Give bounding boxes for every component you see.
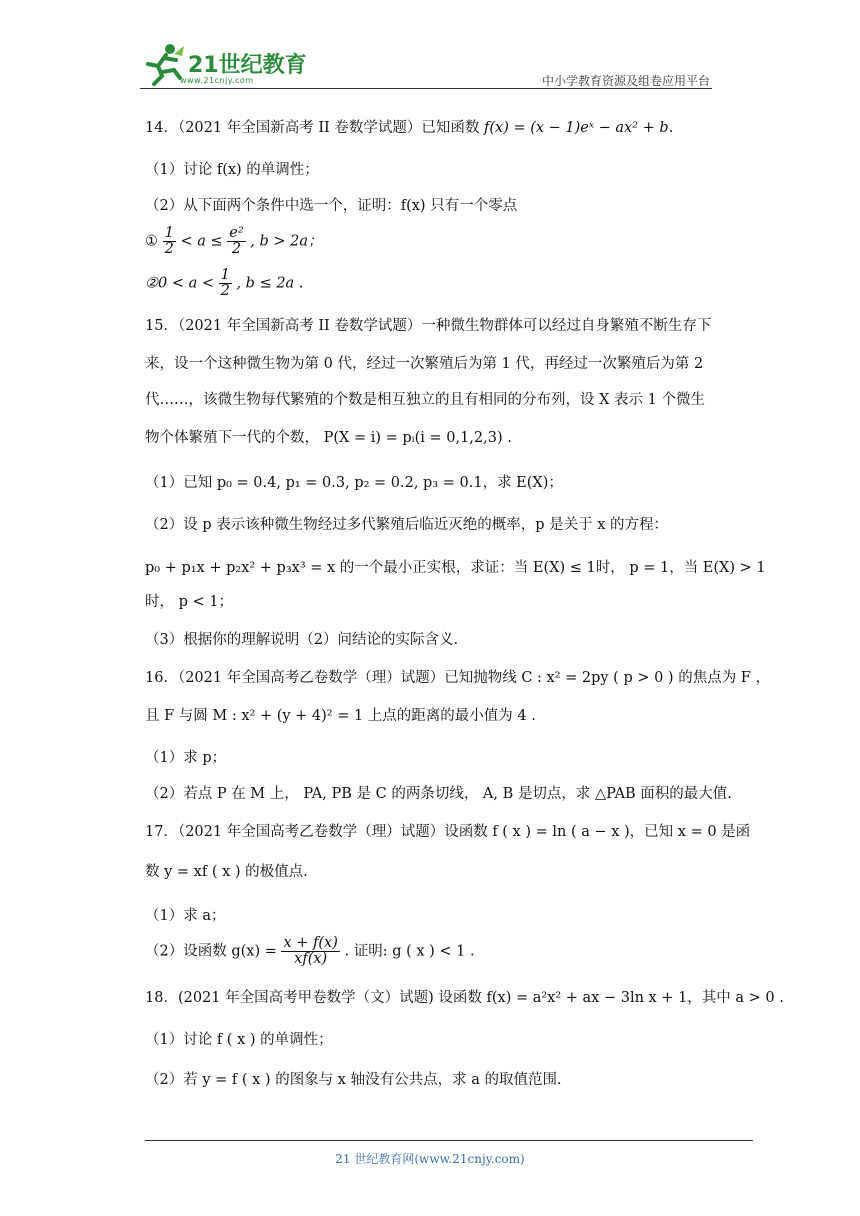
q15-line-4: 物个体繁殖下一代的个数， P(X = i) = pᵢ(i = 0,1,2,3) . bbox=[145, 430, 512, 446]
fraction: $\frac{1}{2}$ bbox=[164, 225, 174, 257]
footer-divider bbox=[145, 1140, 753, 1141]
q15-part1: （1）已知 p₀ = 0.4, p₁ = 0.3, p₂ = 0.2, p₃ = 0.1，求 E(X)； bbox=[145, 475, 563, 491]
q16-part1: （1）求 p； bbox=[145, 750, 227, 766]
q16-line-2: 且 F 与圆 M : x² + (y + 4)² = 1 上点的距离的最小值为 4 . bbox=[145, 708, 536, 724]
q14-condition-1: ① $\frac{1}{2}$ < a ≤ $\frac{\text{e²}}{2}$ , b > 2a； bbox=[145, 225, 323, 257]
q14-part1: （1）讨论 f(x) 的单调性； bbox=[145, 162, 319, 178]
q16-part2: （2）若点 P 在 M 上， PA, PB 是 C 的两条切线， A, B 是切点，求 △PAB 面积的最大值. bbox=[145, 786, 732, 802]
q15-part2-conclusion: 时， p < 1； bbox=[145, 594, 233, 610]
q14-part2: （2）从下面两个条件中选一个，证明：f(x) 只有一个零点 bbox=[145, 198, 518, 214]
footer-link[interactable]: 21 世纪教育网(www.21cnjy.com) bbox=[335, 1152, 525, 1166]
logo-text: 21世纪教育 bbox=[188, 53, 307, 78]
platform-label: 中小学教育资源及组卷应用平台 bbox=[541, 74, 710, 88]
page-header bbox=[140, 40, 712, 90]
logo-url: www.21cnjy.com bbox=[180, 76, 254, 85]
q17-line-2: 数 y = xf ( x ) 的极值点. bbox=[145, 864, 308, 880]
q18-part2: （2）若 y = f ( x ) 的图象与 x 轴没有公共点，求 a 的取值范围. bbox=[145, 1072, 562, 1088]
q14-condition-2: ②0 < a < $\frac{1}{2}$ , b ≤ 2a . bbox=[145, 267, 304, 299]
q16-line-1: 16．（2021 年全国高考乙卷数学（理）试题）已知抛物线 C : x² = 2py ( p > 0 ) 的焦点为 F ， bbox=[145, 670, 770, 686]
q17-line-1: 17．（2021 年全国高考乙卷数学（理）试题）设函数 f ( x ) = ln ( a − x )，已知 x = 0 是函 bbox=[145, 824, 751, 840]
fraction: $\frac{\text{e²}}{2}$ bbox=[229, 225, 244, 257]
q15-part2: （2）设 p 表示该种微生物经过多代繁殖后临近灭绝的概率，p 是关于 x 的方程： bbox=[145, 517, 669, 533]
q18-line-1: 18．(2021 年全国高考甲卷数学（文）试题) 设函数 f(x) = a²x² + ax − 3ln x + 1，其中 a > 0 . bbox=[145, 990, 784, 1006]
q17-part2: （2）设函数 g(x) = $\frac{x + f(x)}{xf(x)}$ . 证明: g ( x ) < 1 . bbox=[145, 935, 475, 967]
q17-part1: （1）求 a； bbox=[145, 908, 226, 924]
q15-line-1: 15．（2021 年全国新高考 II 卷数学试题）一种微生物群体可以经过自身繁殖不断生存下 bbox=[145, 318, 712, 334]
q18-part1: （1）讨论 f ( x ) 的单调性； bbox=[145, 1032, 333, 1048]
q14-stem: 14．（2021 年全国新高考 II 卷数学试题）已知函数 f(x) = (x − 1)eˣ − ax² + b. bbox=[145, 120, 674, 136]
q15-part3: （3）根据你的理解说明（2）问结论的实际含义. bbox=[145, 632, 459, 648]
q15-line-2: 来，设一个这种微生物为第 0 代，经过一次繁殖后为第 1 代，再经过一次繁殖后为第 2 bbox=[145, 356, 704, 372]
header-divider bbox=[140, 88, 712, 89]
q15-part2-equation: p₀ + p₁x + p₂x² + p₃x³ = x 的一个最小正实根，求证：当 E(X) ≤ 1时， p = 1，当 E(X) > 1 bbox=[145, 560, 766, 576]
site-logo[interactable] bbox=[140, 40, 320, 88]
q15-line-3: 代……，该微生物每代繁殖的个数是相互独立的且有相同的分布列，设 X 表示 1 个微生 bbox=[145, 392, 705, 408]
fraction: $\frac{x + f(x)}{xf(x)}$ bbox=[283, 935, 338, 967]
fraction: $\frac{1}{2}$ bbox=[220, 267, 230, 299]
q14-function: f(x) = (x − 1)eˣ − ax² + b bbox=[484, 120, 669, 136]
